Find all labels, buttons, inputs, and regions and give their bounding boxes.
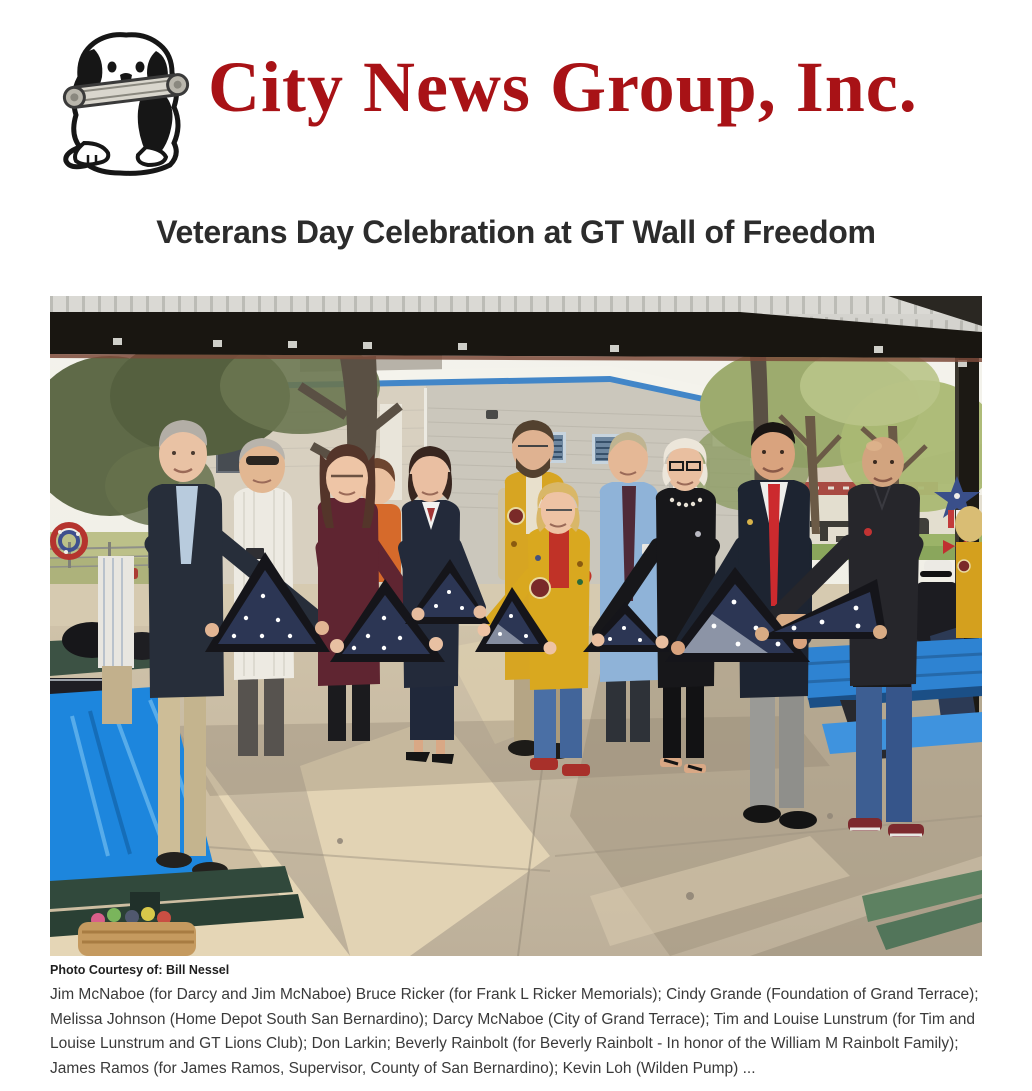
person-partial-right: [955, 506, 982, 638]
article-photo-figure: [50, 296, 982, 956]
photo-caption: Jim McNaboe (for Darcy and Jim McNaboe) Bruce Ricker (for Frank L Ricker Memorials); Cindy Grande (Foundation of Grand Terrace); Melissa Johnson (Home Depot South San Bernardino); Darcy McNaboe (City of Grand Terrace); Tim and Louise Lunstrum (for Tim and Louise Lunstrum and GT Lions Club); Don Larkin; Beverly Rainbolt (for Beverly Rainbolt - In honor of the William M Rainbolt Family); James Ramos (for James Ramos, Supervisor, County of San Bernardino); Kevin Loh (Wilden Pump) ...: [50, 986, 979, 1077]
dog-newspaper-logo-icon[interactable]: [50, 15, 202, 177]
photo-credit: Photo Courtesy of: Bill Nessel: [50, 963, 230, 977]
pavilion-roof: [50, 296, 982, 362]
logo-wordmark[interactable]: City News Group, Inc.: [208, 47, 918, 127]
page-title: Veterans Day Celebration at GT Wall of Freedom: [156, 214, 876, 250]
masthead: [0, 0, 1032, 178]
article-photo: [50, 296, 982, 956]
person-partial-left: [98, 556, 134, 724]
